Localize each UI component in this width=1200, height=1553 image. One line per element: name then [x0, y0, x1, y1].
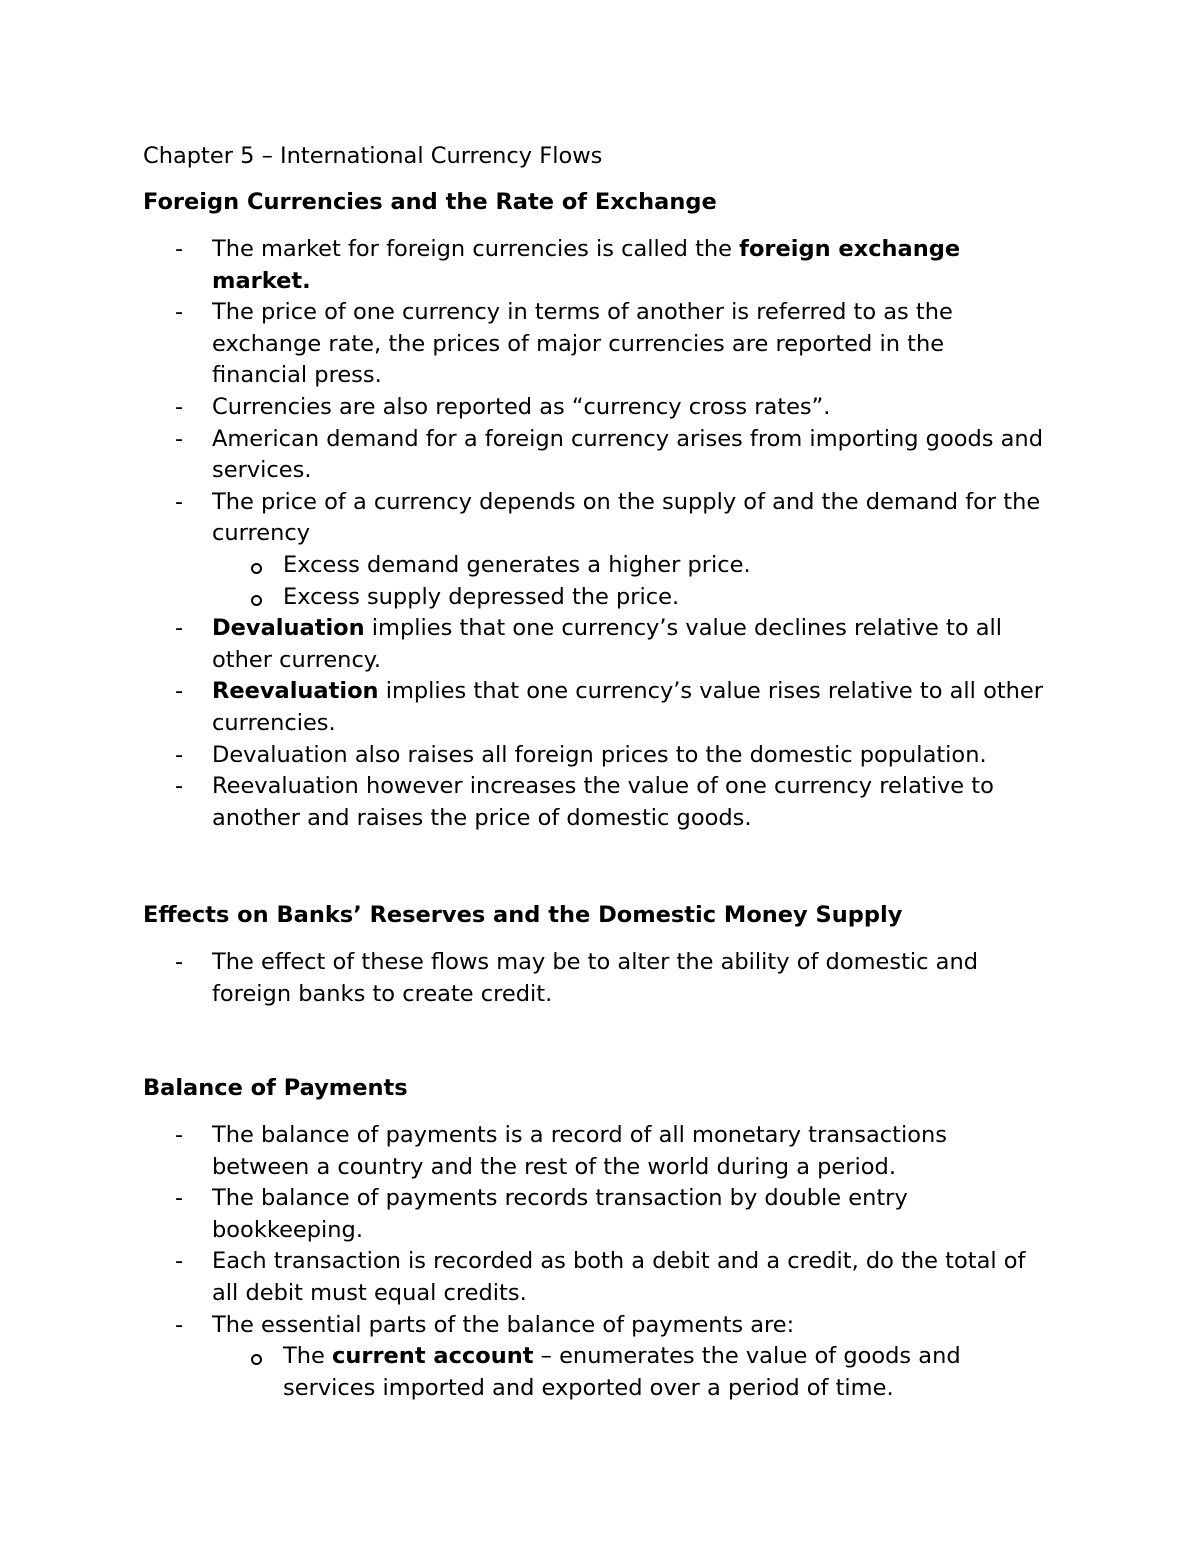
- sub-bullet-list: [212, 550, 1043, 613]
- list-item: - Reevaluation however increases the value of one currency relative to another and raises the price of domestic goods.: [143, 771, 1043, 834]
- list-item: - The price of one currency in terms of another is referred to as the exchange rate, the prices of major currencies are reported in the financial press.: [143, 297, 1043, 392]
- list-item: - Devaluation also raises all foreign prices to the domestic population.: [143, 740, 1043, 772]
- sub-list-item: Excess demand generates a higher price.: [212, 550, 1043, 582]
- sub-list-item: The current account – enumerates the value of goods and services imported and exported over a period of time.: [212, 1341, 1043, 1404]
- section-heading-bank-reserves: Effects on Banks’ Reserves and the Domestic Money Supply: [143, 902, 903, 928]
- bank-reserves-bullet-list: [143, 947, 1043, 1010]
- section-heading-exchange: Foreign Currencies and the Rate of Exchange: [143, 189, 717, 215]
- list-item: - The price of a currency depends on the supply of and the demand for the currency Excess demand generates a higher price. Excess supply depressed the price.: [143, 487, 1043, 613]
- list-item: - Currencies are also reported as “currency cross rates”.: [143, 392, 1043, 424]
- sub-bullet-list: [212, 1341, 1043, 1404]
- list-item: - American demand for a foreign currency arises from importing goods and services.: [143, 424, 1043, 487]
- list-item: - The effect of these flows may be to alter the ability of domestic and foreign banks to create credit.: [143, 947, 1043, 1010]
- list-item: - Devaluation implies that one currency’s value declines relative to all other currency.: [143, 613, 1043, 676]
- section-heading-balance-of-payments: Balance of Payments: [143, 1075, 408, 1101]
- list-item: - The market for foreign currencies is called the foreign exchange market.: [143, 234, 1043, 297]
- exchange-bullet-list: [143, 234, 1043, 834]
- list-item: - Reevaluation implies that one currency’s value rises relative to all other currencies.: [143, 676, 1043, 739]
- chapter-title: Chapter 5 – International Currency Flows: [143, 143, 603, 169]
- list-item: - The balance of payments records transaction by double entry bookkeeping.: [143, 1183, 1043, 1246]
- list-item: - The essential parts of the balance of payments are: The current account – enumerates the value of goods and services imported and exported over a period of time.: [143, 1310, 1043, 1405]
- list-item: - Each transaction is recorded as both a debit and a credit, do the total of all debit must equal credits.: [143, 1246, 1043, 1309]
- balance-of-payments-bullet-list: [143, 1120, 1043, 1404]
- sub-list-item: Excess supply depressed the price.: [212, 582, 1043, 614]
- list-item: - The balance of payments is a record of all monetary transactions between a country and the rest of the world during a period.: [143, 1120, 1043, 1183]
